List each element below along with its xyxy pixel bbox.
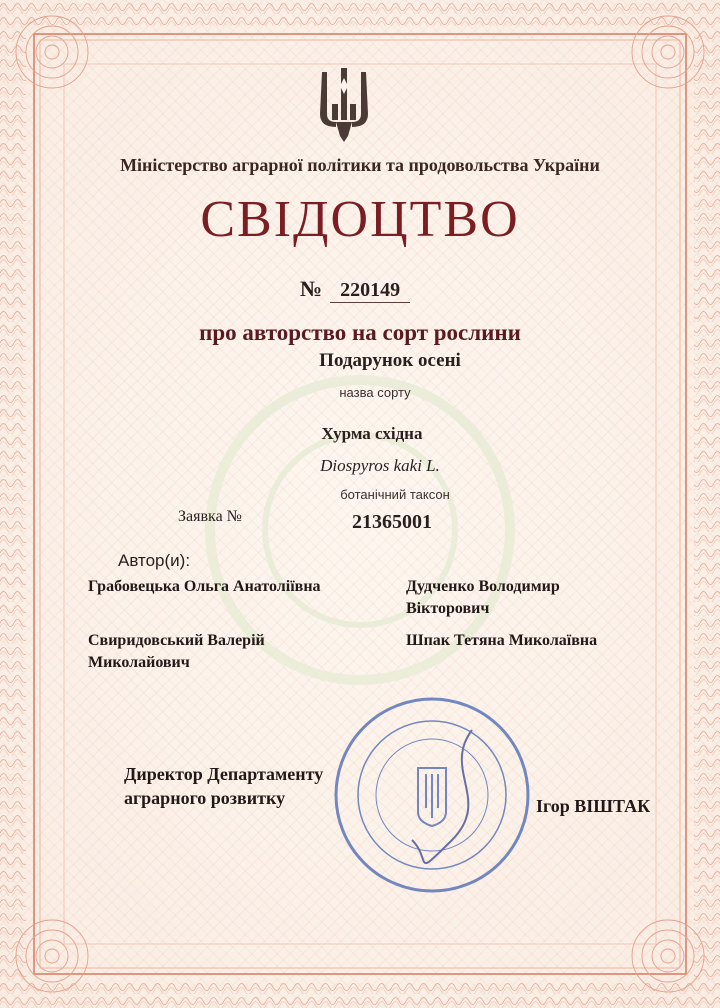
signatory-name: Ігор ВІШТАК bbox=[536, 796, 651, 816]
taxon-common-name: Хурма східна bbox=[321, 424, 423, 443]
author-2: Свиридовський Валерій Миколайович bbox=[88, 632, 265, 671]
signatory-position: Директор Департаменту аграрного розвитку bbox=[124, 764, 324, 808]
certificate-number-row bbox=[300, 276, 410, 303]
taxon-latin-name: Diospyros kaki L. bbox=[320, 456, 440, 475]
variety-name-caption: назва сорту bbox=[339, 385, 411, 400]
author-4: Шпак Тетяна Миколаївна bbox=[406, 632, 598, 649]
variety-name: Подарунок осені bbox=[319, 350, 461, 371]
number-sign: № bbox=[300, 276, 323, 301]
document-title: СВІДОЦТВО bbox=[200, 191, 520, 248]
author-3: Дудченко Володимир Вікторович bbox=[406, 578, 560, 617]
author-1: Грабовецька Ольга Анатоліївна bbox=[88, 578, 321, 595]
trident-emblem-icon bbox=[314, 64, 374, 144]
ministry-name: Міністерство аграрної політики та продовольства України bbox=[120, 155, 600, 175]
certificate-number: 220149 bbox=[330, 279, 410, 303]
application-label: Заявка № bbox=[178, 508, 242, 525]
authors-label: Автор(и): bbox=[118, 551, 191, 570]
certificate-subject: про авторство на сорт рослини bbox=[199, 320, 521, 345]
taxon-caption: ботанічний таксон bbox=[340, 487, 450, 502]
application-number: 21365001 bbox=[352, 511, 432, 533]
